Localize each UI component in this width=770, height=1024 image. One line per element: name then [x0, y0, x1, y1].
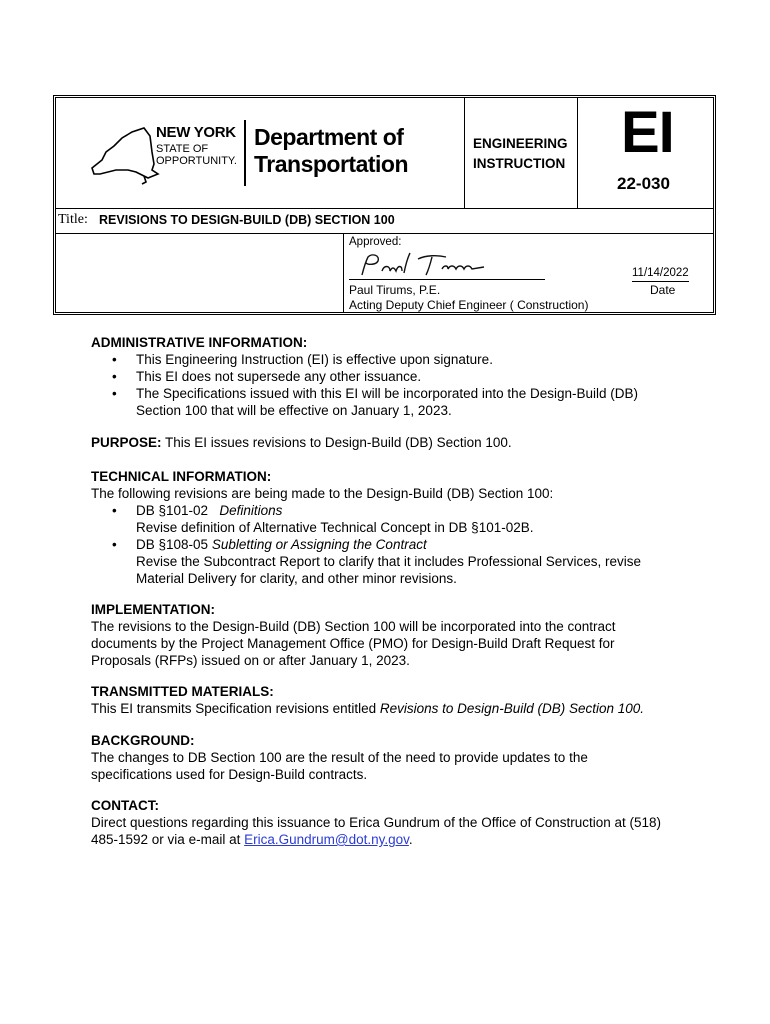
- approver-name: Paul Tirums, P.E.: [349, 283, 441, 297]
- technical-intro: The following revisions are being made to the Design-Build (DB) Section 100:: [91, 486, 554, 501]
- approval-date: 11/14/2022: [632, 267, 689, 279]
- contact-suffix: .: [408, 832, 413, 847]
- contact-line1: Direct questions regarding this issuance to Erica Gundrum of the Office of Construction at (518): [91, 815, 662, 830]
- bullet-icon: •: [112, 503, 117, 518]
- agency-name-line3: OPPORTUNITY.: [156, 155, 237, 167]
- document-title: REVISIONS TO DESIGN-BUILD (DB) SECTION 100: [99, 213, 395, 227]
- purpose-paragraph: [91, 434, 512, 451]
- implementation-line2: documents by the Project Management Office (PMO) for Design-Build Draft Request for: [91, 636, 615, 651]
- approval-blank-cell: [56, 233, 344, 312]
- transmitted-prefix: This EI transmits Specification revisions entitled: [91, 701, 377, 716]
- background-line2: specifications used for Design-Build contracts.: [91, 767, 368, 782]
- approver-position: Acting Deputy Chief Engineer ( Construction): [349, 298, 589, 312]
- item-2-ref: DB §108-05: [136, 537, 209, 552]
- technical-item-1: [136, 502, 282, 519]
- admin-heading: ADMINISTRATIVE INFORMATION:: [91, 335, 308, 350]
- doc-type-line2: INSTRUCTION: [473, 156, 566, 171]
- item-1-title: Definitions: [219, 503, 283, 518]
- dept-name-line1: Department of: [254, 124, 404, 150]
- admin-bullet-1: This Engineering Instruction (EI) is effective upon signature.: [136, 352, 493, 367]
- implementation-line3: Proposals (RFPs) issued on or after January 1, 2023.: [91, 653, 410, 668]
- item-2-title: Subletting or Assigning the Contract: [211, 537, 427, 552]
- transmitted-heading: TRANSMITTED MATERIALS:: [91, 684, 274, 699]
- contact-prefix: 485-1592 or via e-mail at: [91, 832, 241, 847]
- technical-item-2: [136, 536, 427, 553]
- background-heading: BACKGROUND:: [91, 733, 195, 748]
- admin-bullet-3-line2: Section 100 that will be effective on January 1, 2023.: [136, 403, 452, 418]
- item-1-ref: DB §101-02: [136, 503, 209, 518]
- item-1-desc: Revise definition of Alternative Technical Concept in DB §101-02B.: [136, 520, 534, 535]
- bullet-icon: •: [112, 352, 117, 367]
- approval-row: [56, 233, 713, 312]
- ei-code: EI: [621, 100, 674, 165]
- agency-name-line2: STATE OF: [156, 143, 209, 155]
- ny-state-map-icon: [88, 116, 160, 186]
- date-line: [632, 281, 689, 282]
- admin-bullet-3-line1: The Specifications issued with this EI will be incorporated into the Design-Build (DB): [136, 386, 638, 401]
- contact-heading: CONTACT:: [91, 798, 159, 813]
- signature: [356, 249, 496, 281]
- date-label: Date: [650, 283, 676, 297]
- agency-name-line1: NEW YORK: [156, 124, 236, 141]
- technical-heading: TECHNICAL INFORMATION:: [91, 469, 272, 484]
- background-line1: The changes to DB Section 100 are the result of the need to provide updates to the: [91, 750, 588, 765]
- title-label: Title:: [58, 212, 88, 227]
- purpose-text: This EI issues revisions to Design-Build (DB) Section 100.: [165, 435, 512, 450]
- item-2-desc-line2: Material Delivery for clarity, and other minor revisions.: [136, 571, 457, 586]
- purpose-heading: PURPOSE:: [91, 435, 162, 450]
- implementation-heading: IMPLEMENTATION:: [91, 602, 215, 617]
- doc-type-line1: ENGINEERING: [473, 136, 568, 151]
- signature-line: [349, 279, 545, 280]
- transmitted-text: [91, 700, 644, 717]
- bullet-icon: •: [112, 386, 117, 401]
- admin-bullet-2: This EI does not supersede any other issuance.: [136, 369, 422, 384]
- transmitted-doc-title: Revisions to Design-Build (DB) Section 100.: [379, 701, 645, 716]
- logo-cell: [56, 98, 464, 208]
- title-row: [56, 208, 713, 234]
- bullet-icon: •: [112, 537, 117, 552]
- approved-label: Approved:: [349, 236, 402, 248]
- contact-line2: [91, 831, 413, 848]
- implementation-line1: The revisions to the Design-Build (DB) Section 100 will be incorporated into the contract: [91, 619, 616, 634]
- header-box: [53, 95, 716, 315]
- contact-email-link[interactable]: Erica.Gundrum@dot.ny.gov: [244, 832, 409, 847]
- doc-type-cell: [464, 98, 578, 208]
- bullet-icon: •: [112, 369, 117, 384]
- ei-number-cell: [576, 98, 713, 208]
- logo-divider: [244, 120, 246, 186]
- dept-name-line2: Transportation: [254, 151, 409, 177]
- header-row: [56, 98, 713, 209]
- item-2-desc-line1: Revise the Subcontract Report to clarify that it includes Professional Services, revise: [136, 554, 641, 569]
- ei-number: 22-030: [617, 174, 670, 193]
